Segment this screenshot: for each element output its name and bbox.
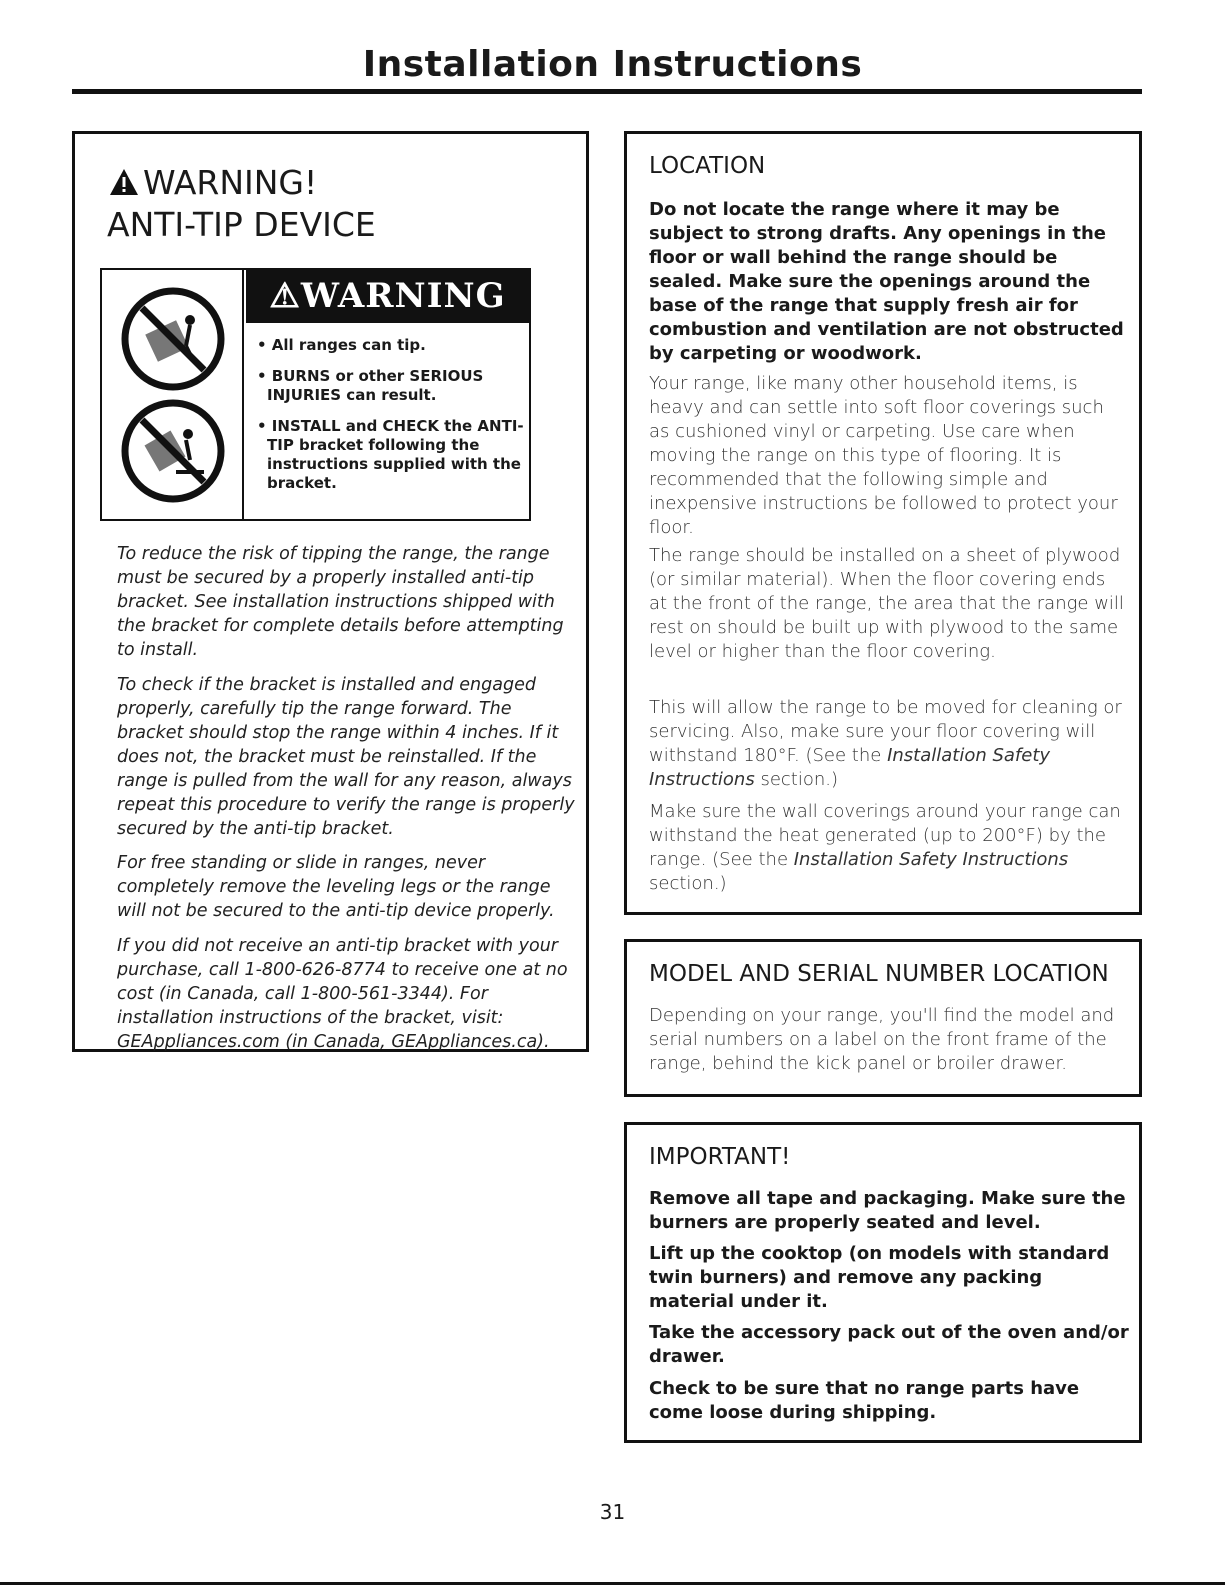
- location-p3-text: This will allow the range to be moved for cleaning or servicing. Also, make sure your floor covering will withstand 180°F. (See the: [649, 697, 1122, 766]
- warning-label-icons: [102, 270, 244, 519]
- warning-label: [100, 268, 531, 521]
- location-paragraph: [649, 800, 1129, 896]
- warning-triangle-icon: [109, 168, 139, 196]
- warning-heading-text: WARNING!: [143, 163, 318, 202]
- tipping-hazard-icon: [120, 398, 226, 504]
- location-paragraph: [649, 696, 1129, 792]
- banner-triangle-icon: ⚠: [269, 276, 301, 316]
- warning-paragraph: To reduce the risk of tipping the range, the range must be secured by a properly installed anti-tip bracket. See installation instructions shipped with the bracket for complete details before attempting to install.: [117, 544, 564, 660]
- model-text: Depending on your range, you'll find the model and serial numbers on a label on the front frame of the range, behind the kick panel or broiler drawer.: [649, 1005, 1115, 1074]
- important-item: Lift up the cooktop (on models with standard twin burners) and remove any packing material under it.: [649, 1243, 1110, 1312]
- important-item: Check to be sure that no range parts have come loose during shipping.: [649, 1378, 1080, 1423]
- important-item: Remove all tape and packaging. Make sure the burners are properly seated and level.: [649, 1188, 1126, 1233]
- warning-subheading: ANTI-TIP DEVICE: [107, 205, 376, 244]
- warning-label-list: [257, 336, 527, 505]
- warning-label-item: • All ranges can tip.: [257, 336, 426, 354]
- location-p3-end: section.): [754, 769, 839, 790]
- location-warning-text: Do not locate the range where it may be subject to strong drafts. Any openings in the floor or wall behind the range should be sealed. Make sure the openings around the base of the range that supply fresh air for combustion and ventilation are not obstructed by carpeting or woodwork.: [649, 199, 1124, 364]
- warning-label-item: • BURNS or other SERIOUS INJURIES can result.: [257, 367, 484, 404]
- warning-label-item: • INSTALL and CHECK the ANTI-TIP bracket following the instructions supplied with the bracket.: [257, 417, 524, 492]
- anti-tip-warning-box: [72, 131, 589, 1052]
- warning-paragraph: To check if the bracket is installed and engaged properly, carefully tip the range forward. The bracket should stop the range within 4 inches. If it does not, the bracket must be reinstalled. If the range is pulled from the wall for any reason, always repeat this procedure to verify the range is properly secured by the anti-tip bracket.: [117, 675, 575, 839]
- important-box: [624, 1122, 1142, 1443]
- warning-paragraph: If you did not receive an anti-tip bracket with your purchase, call 1-800-626-8774 to receive one at no cost (in Canada, call 1-800-561-3344). For installation instructions of the bracket, visit: GEAppliances.com (in Canada, GEAppliances.ca).: [117, 936, 568, 1052]
- location-paragraph: Your range, like many other household items, is heavy and can settle into soft floor coverings such as cushioned vinyl or carpeting. Use care when moving the range on this type of flooring. It is recommended that the following simple and inexpensive instructions be followed to protect your floor.: [649, 373, 1118, 538]
- location-p4-text: Make sure the wall coverings around your range can withstand the heat generated (up to 200°F) by the range. (See the: [649, 801, 1121, 870]
- title-rule: [72, 89, 1142, 94]
- page-number: 31: [599, 1500, 626, 1524]
- warning-label-banner-text: WARNING: [300, 276, 506, 316]
- page-title: Installation Instructions: [362, 44, 863, 85]
- warning-label-banner: [246, 270, 529, 323]
- model-serial-box: [624, 939, 1142, 1097]
- model-title: MODEL AND SERIAL NUMBER LOCATION: [649, 961, 1109, 987]
- location-box: [624, 131, 1142, 915]
- location-p4-end: section.): [649, 873, 727, 894]
- no-tipping-range-icon: [120, 286, 226, 392]
- important-title: IMPORTANT!: [649, 1144, 791, 1170]
- location-title: LOCATION: [649, 153, 766, 179]
- warning-heading: [109, 162, 317, 203]
- safety-reference: Installation Safety Instructions: [793, 849, 1069, 870]
- safety-reference: Installation Safety Instructions: [649, 745, 1051, 790]
- important-item: Take the accessory pack out of the oven and/or drawer.: [649, 1322, 1129, 1367]
- location-paragraph: The range should be installed on a sheet of plywood (or similar material). When the floor covering ends at the front of the range, the area that the range will rest on should be built up with plywood to the same level or higher than the floor covering.: [649, 545, 1124, 662]
- warning-paragraph: For free standing or slide in ranges, never completely remove the leveling legs or the range will not be secured to the anti-tip device properly.: [117, 853, 555, 921]
